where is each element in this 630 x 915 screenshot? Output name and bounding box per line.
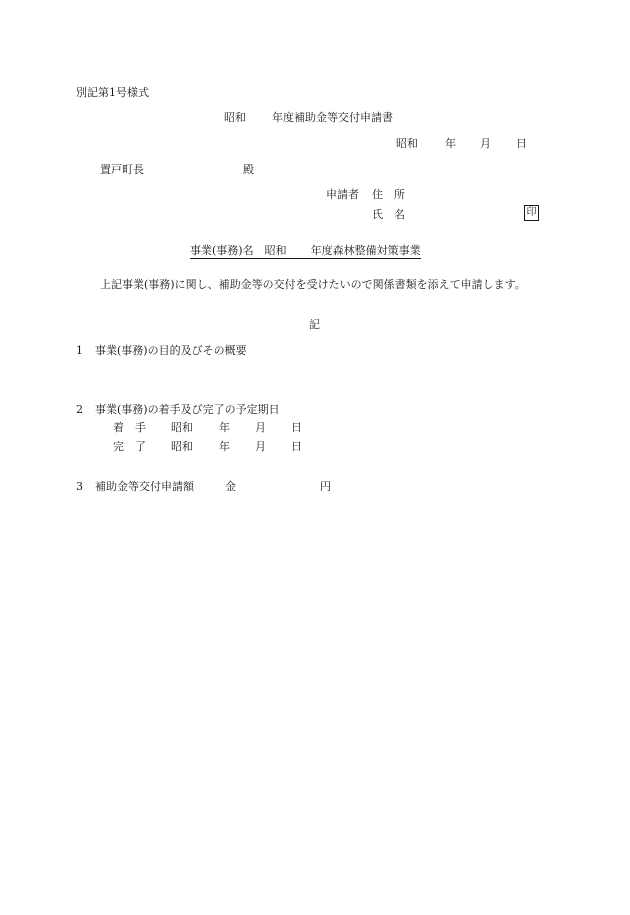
- item-1-number: 1: [76, 344, 83, 357]
- seal-mark: 印: [524, 205, 539, 221]
- applicant-label: 申請者: [326, 188, 359, 201]
- start-label: 着 手: [113, 421, 146, 434]
- date-month: 月: [480, 137, 491, 150]
- start-day: 日: [291, 421, 302, 434]
- complete-day: 日: [291, 440, 302, 453]
- complete-year: 年: [219, 440, 230, 453]
- date-era: 昭和: [396, 137, 418, 150]
- recipient-honorific: 殿: [243, 163, 254, 176]
- project-name-line: [190, 244, 421, 259]
- start-month: 月: [255, 421, 266, 434]
- project-name-label: 事業(事務)名 昭和: [190, 244, 287, 257]
- complete-era: 昭和: [171, 440, 193, 453]
- name-label: 氏 名: [372, 208, 405, 221]
- recipient-name: 置戸町長: [100, 163, 144, 176]
- complete-label: 完 了: [113, 440, 146, 453]
- item-2-text: 事業(事務)の着手及び完了の予定期日: [95, 403, 280, 416]
- form-label: 別記第1号様式: [76, 86, 149, 99]
- start-era: 昭和: [171, 421, 193, 434]
- document-title: 年度補助金等交付申請書: [272, 111, 393, 124]
- amount-suffix: 円: [320, 480, 331, 493]
- start-year: 年: [219, 421, 230, 434]
- title-era: 昭和: [224, 111, 246, 124]
- address-label: 住 所: [372, 188, 405, 201]
- ki-heading: 記: [309, 318, 320, 331]
- item-3-number: 3: [76, 480, 83, 493]
- project-name-value: 年度森林整備対策事業: [310, 244, 421, 257]
- item-2-number: 2: [76, 403, 83, 416]
- date-day: 日: [516, 137, 527, 150]
- item-3-text: 補助金等交付申請額: [95, 480, 194, 493]
- amount-prefix: 金: [225, 480, 236, 493]
- item-1-text: 事業(事務)の目的及びその概要: [95, 344, 247, 357]
- complete-month: 月: [255, 440, 266, 453]
- body-text: 上記事業(事務)に関し、補助金等の交付を受けたいので関係書類を添えて申請します。: [100, 278, 526, 291]
- date-year: 年: [445, 137, 456, 150]
